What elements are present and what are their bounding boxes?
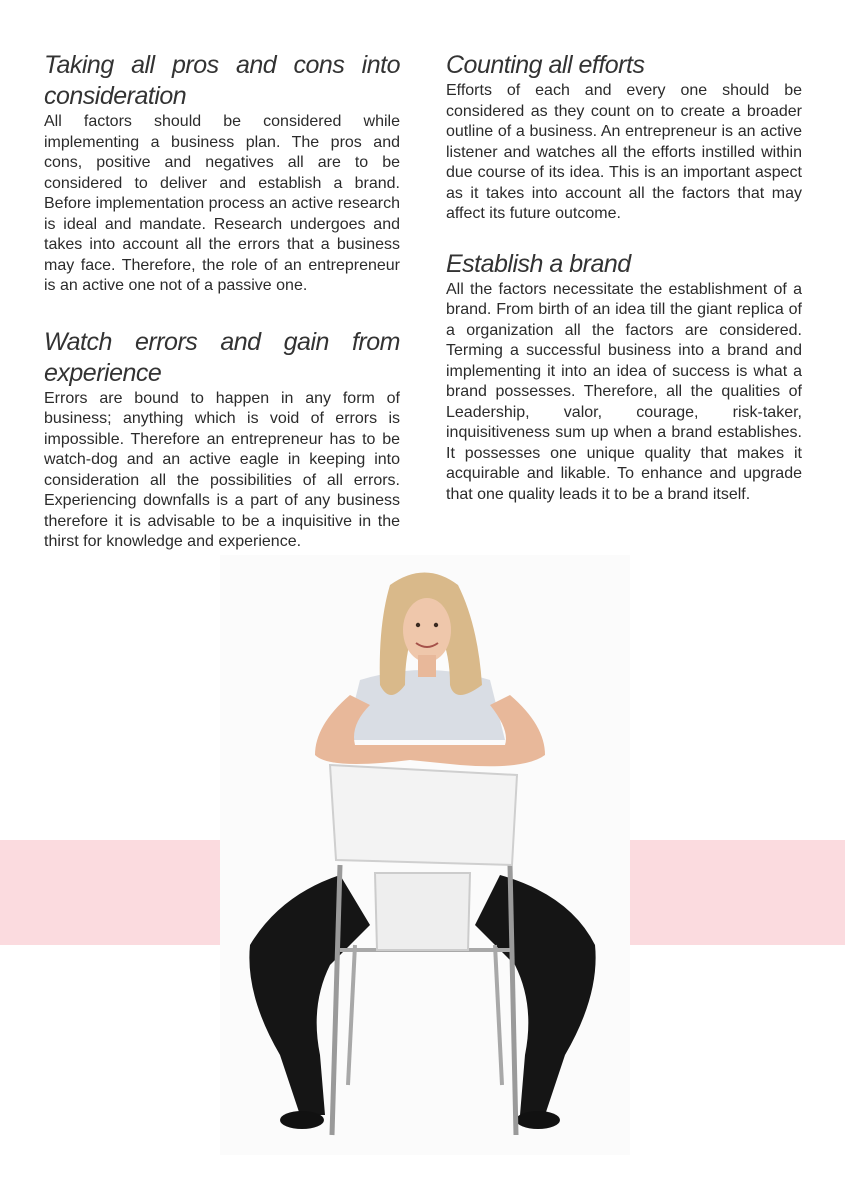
section-body: All factors should be considered while implementing a business plan. The pros and cons, positive and negatives all are to be considered to deliver and establish a brand. Before implementation process an active research is ideal and mandate. Research undergoes and takes into account all the errors that a business may face. Therefore, the role of an entrepreneur is an active one not of a passive one.: [44, 113, 400, 294]
section-counting-efforts: [446, 50, 802, 225]
section-heading: Watch errors and gain from experience: [44, 327, 400, 387]
woman-on-chair-photo: [220, 555, 630, 1155]
section-heading: Establish a brand: [446, 249, 631, 278]
section-body: Errors are bound to happen in any form of business; anything which is void of errors is impossible. Therefore an entrepreneur has to be watch-dog and an active eagle in keeping into consideration all the possibilities of all errors. Experiencing downfalls is a part of any business therefore it is advisable to be a inquisitive in the thirst for knowledge and experience.: [44, 389, 400, 550]
section-heading: Counting all efforts: [446, 51, 645, 79]
section-watch-errors: [44, 327, 400, 553]
section-heading: Taking all pros and cons into consideration: [44, 51, 400, 110]
section-body: All the factors necessitate the establishment of a brand. From birth of an idea till the giant replica of a organization all the factors are considered. Terming a successful business into a brand and implementing it into an idea of success is what a brand possesses. Therefore, all the qualities of Leadership, valor, courage, risk-taker, inquisitiveness sum up when a brand establishes. It possesses one unique quality that makes it acquirable and likable. To enhance and upgrade that one quality leads it to be a brand itself.: [446, 280, 802, 503]
right-column: [446, 50, 802, 529]
section-pros-and-cons: [44, 50, 400, 297]
left-column: [44, 50, 400, 577]
section-body: Efforts of each and every one should be considered as they count on to create a broader outline of a business. An entrepreneur is an active listener and watches all the efforts instilled within due course of its idea. This is an important aspect as it takes into account all the factors that may affect its future outcome.: [446, 82, 802, 222]
section-establish-brand: [446, 249, 802, 506]
